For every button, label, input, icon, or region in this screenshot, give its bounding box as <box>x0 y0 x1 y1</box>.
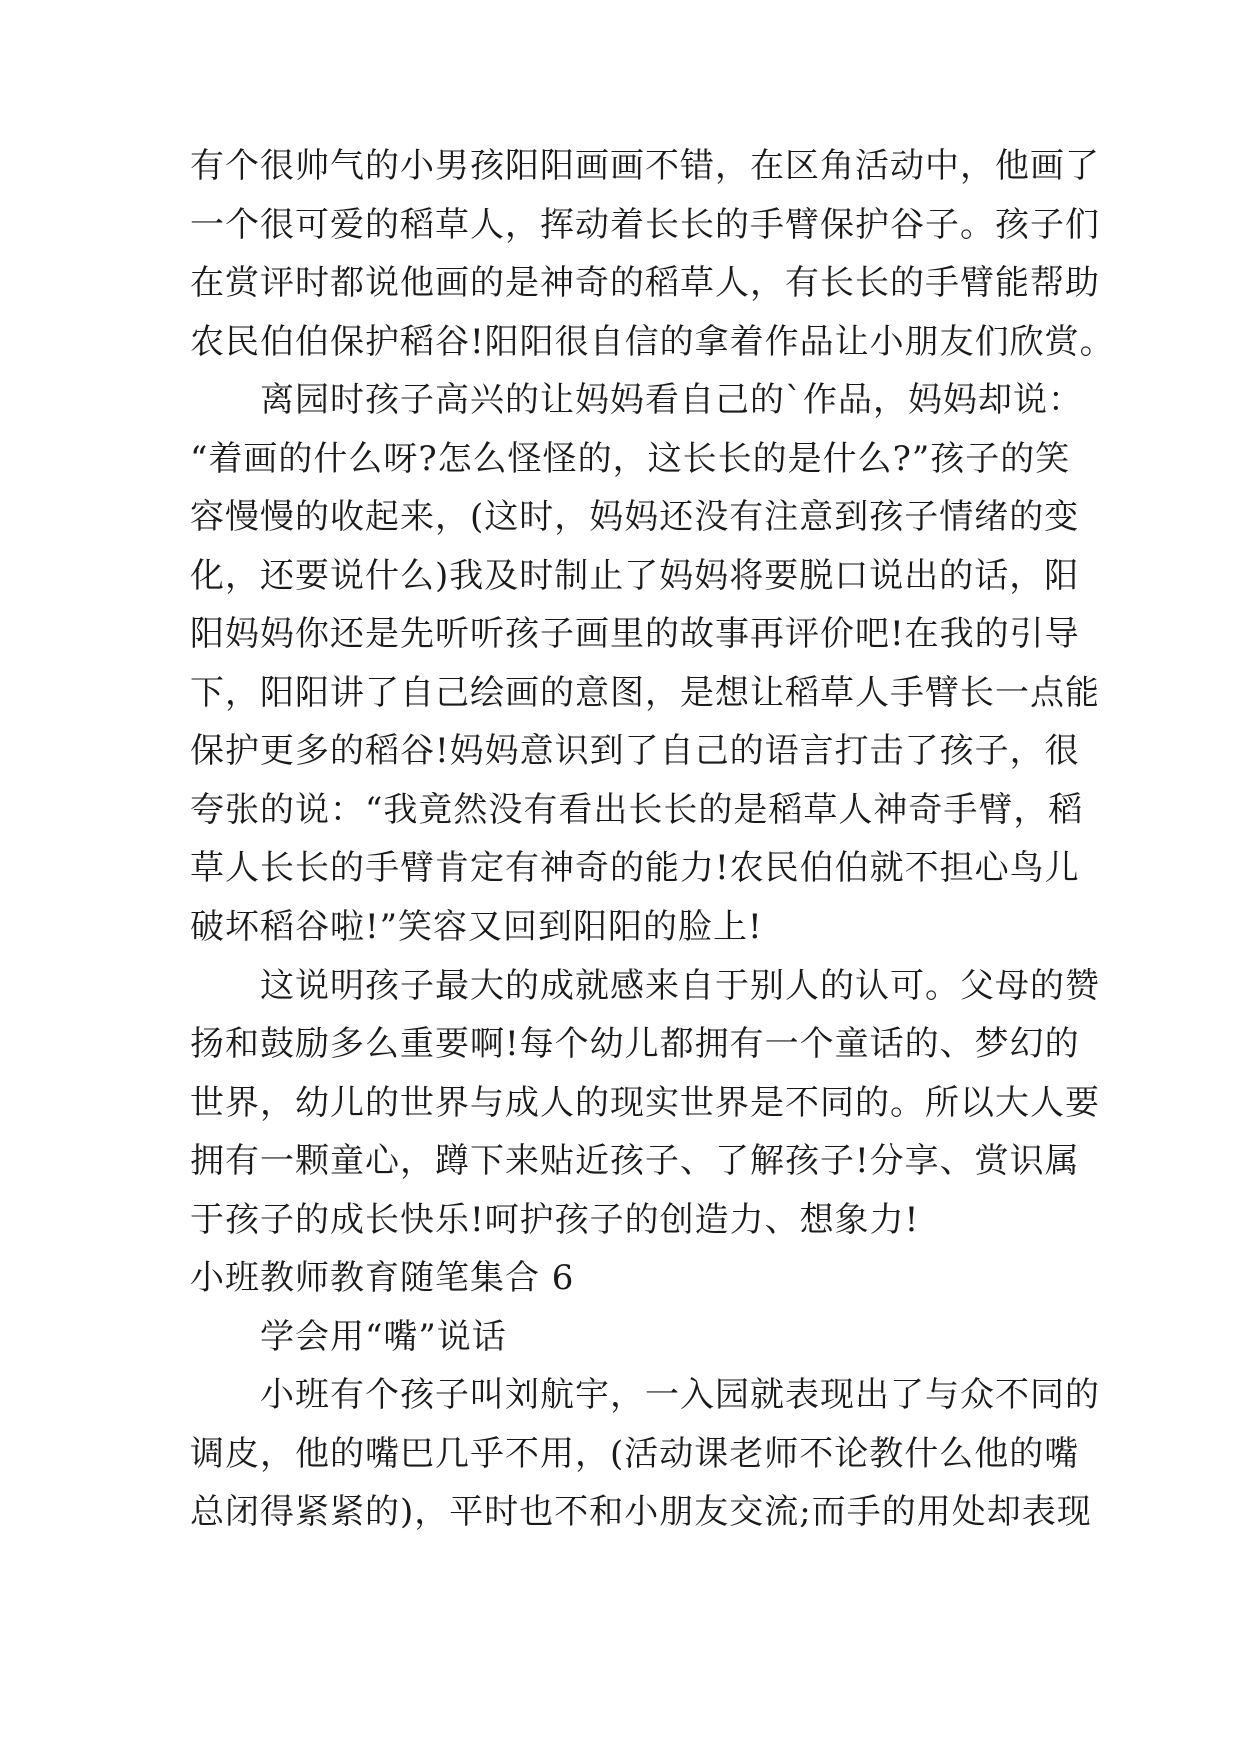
text-line: 草人长长的手臂肯定有神奇的能力!农民伯伯就不担心鸟儿 <box>190 848 1080 888</box>
text-line: 拥有一颗童心，蹲下来贴近孩子、了解孩子!分享、赏识属 <box>190 1141 1080 1181</box>
text-line: “着画的什么呀?怎么怪怪的，这长长的是什么?”孩子的笑 <box>190 439 1071 479</box>
text-line: 世界，幼儿的世界与成人的现实世界是不同的。所以大人要 <box>190 1083 1100 1123</box>
text-line: 破坏稻谷啦!”笑容又回到阳阳的脸上! <box>190 907 763 947</box>
text-line: 在赏评时都说他画的是神奇的稻草人，有长长的手臂能帮助 <box>190 263 1100 303</box>
text-line: 农民伯伯保护稻谷!阳阳很自信的拿着作品让小朋友们欣赏。 <box>190 322 1115 362</box>
text-line: 保护更多的稻谷!妈妈意识到了自己的语言打击了孩子，很 <box>190 731 1080 771</box>
subheading: 学会用“嘴”说话 <box>190 1317 507 1357</box>
text-line: 调皮，他的嘴巴几乎不用，(活动课老师不论教什么他的嘴 <box>190 1434 1080 1474</box>
text-line: 下，阳阳讲了自己绘画的意图，是想让稻草人手臂长一点能 <box>190 673 1100 713</box>
section-heading: 小班教师教育随笔集合 6 <box>190 1258 575 1298</box>
text-line: 容慢慢的收起来，(这时，妈妈还没有注意到孩子情绪的变 <box>190 497 1080 537</box>
text-line: 阳妈妈你还是先听听孩子画里的故事再评价吧!在我的引导 <box>190 614 1080 654</box>
text-line: 总闭得紧紧的)，平时也不和小朋友交流;而手的用处却表现 <box>190 1492 1092 1532</box>
text-line: 小班有个孩子叫刘航宇，一入园就表现出了与众不同的 <box>190 1375 1100 1415</box>
text-line: 有个很帅气的小男孩阳阳画画不错，在区角活动中，他画了 <box>190 146 1100 186</box>
text-line: 化，还要说什么)我及时制止了妈妈将要脱口说出的话，阳 <box>190 556 1080 596</box>
text-line: 这说明孩子最大的成就感来自于别人的认可。父母的赞 <box>190 966 1100 1006</box>
text-line: 一个很可爱的稻草人，挥动着长长的手臂保护谷子。孩子们 <box>190 205 1100 245</box>
text-line: 扬和鼓励多么重要啊!每个幼儿都拥有一个童话的、梦幻的 <box>190 1024 1080 1064</box>
text-line: 夸张的说：“我竟然没有看出长长的是稻草人神奇手臂，稻 <box>190 790 1084 830</box>
text-line: 离园时孩子高兴的让妈妈看自己的`作品，妈妈却说： <box>190 380 1083 420</box>
text-line: 于孩子的成长快乐!呵护孩子的创造力、想象力! <box>190 1200 920 1240</box>
